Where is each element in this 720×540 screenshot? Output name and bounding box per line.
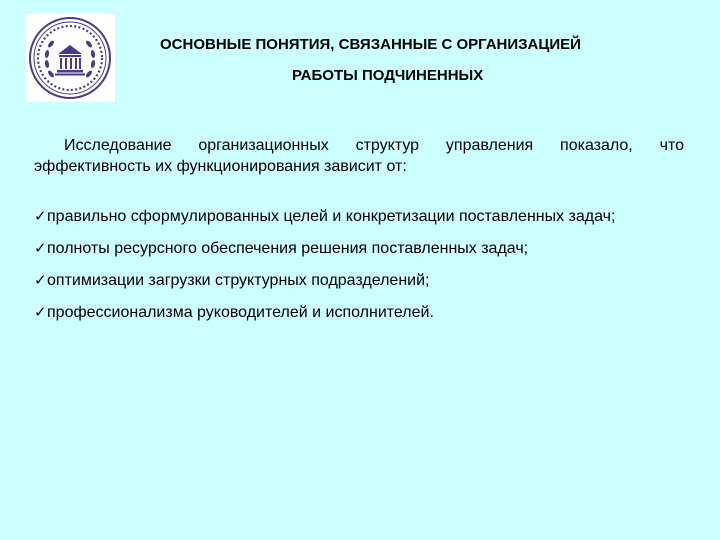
- intro-paragraph-line-2: эффективность их функционирования зависит от:: [34, 158, 407, 175]
- list-item-text: оптимизации загрузки структурных подразделений;: [47, 272, 430, 289]
- university-seal-icon: [25, 14, 115, 102]
- list-item: [34, 238, 615, 270]
- page-title-line-2: РАБОТЫ ПОДЧИНЕННЫХ: [292, 67, 484, 84]
- checkmark-icon: ✓: [34, 272, 47, 289]
- list-item: [34, 206, 615, 238]
- page-title-line-1: ОСНОВНЫЕ ПОНЯТИЯ, СВЯЗАННЫЕ С ОРГАНИЗАЦИЕЙ: [160, 36, 581, 53]
- checkmark-icon: ✓: [34, 240, 47, 257]
- university-seal-logo: [25, 14, 115, 102]
- list-item: [34, 302, 615, 334]
- checkmark-icon: ✓: [34, 304, 47, 321]
- intro-paragraph-line-1: Исследование организационных структур управления показало, что: [64, 137, 684, 154]
- list-item: [34, 270, 615, 302]
- checkmark-icon: ✓: [34, 208, 47, 225]
- factors-list: [34, 206, 615, 334]
- list-item-text: профессионализма руководителей и исполнителей.: [47, 304, 434, 321]
- list-item-text: правильно сформулированных целей и конкретизации поставленных задач;: [47, 208, 616, 225]
- list-item-text: полноты ресурсного обеспечения решения поставленных задач;: [47, 240, 529, 257]
